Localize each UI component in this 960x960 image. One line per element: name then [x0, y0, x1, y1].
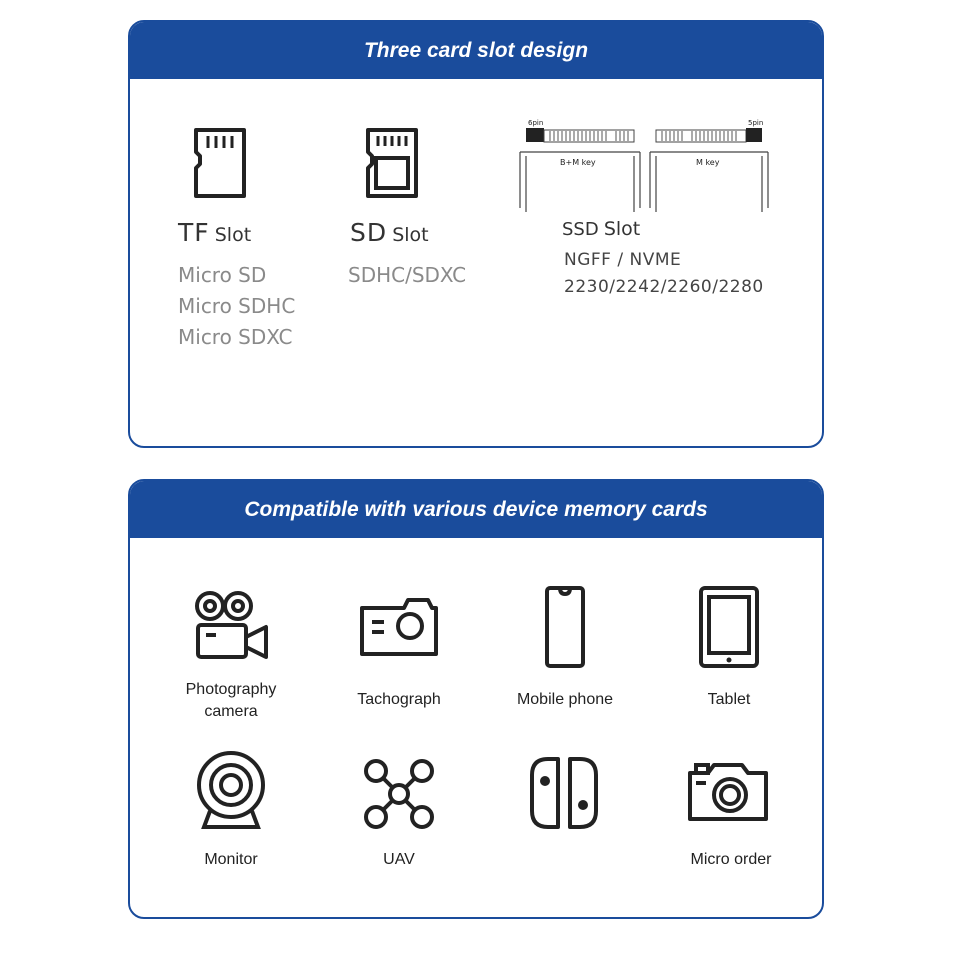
device-label-tablet: [654, 689, 804, 711]
device-label-line: Micro order: [690, 851, 772, 868]
sd-card-types: [348, 260, 466, 291]
tf-card-types: [178, 260, 295, 353]
device-label-line: Tablet: [707, 691, 751, 708]
webcam-icon: [194, 751, 268, 831]
sd-card-icon: [362, 126, 422, 200]
device-label-line: UAV: [383, 851, 415, 868]
device-label-photography-camera: [156, 679, 306, 723]
compatible-devices-panel: [128, 479, 824, 919]
tablet-icon: [698, 585, 760, 669]
tf-type-micro-sdhc: Micro SDHC: [178, 294, 296, 318]
bm-key-label: B+M key: [560, 158, 596, 167]
tf-type-micro-sdxc: Micro SDXC: [178, 325, 293, 349]
slot-design-panel: [128, 20, 824, 448]
sd-type-sdhc-sdxc: SDHC/SDXC: [348, 263, 467, 287]
sd-slot-suffix: Slot: [392, 224, 429, 246]
mobile-phone-icon: [544, 585, 586, 669]
ssd-connector-diagram: [516, 116, 772, 216]
device-label-line: Tachograph: [357, 691, 441, 708]
device-label-monitor: [156, 849, 306, 871]
tf-type-micro-sd: Micro SD: [178, 263, 267, 287]
tf-slot-title: [178, 218, 251, 247]
m-key-label: M key: [696, 158, 720, 167]
device-label-mobile-phone: [490, 689, 640, 711]
device-label-line: camera: [204, 703, 258, 720]
device-label-tachograph: [324, 689, 474, 711]
game-console-icon: [528, 755, 600, 831]
tf-slot-name: TF: [178, 218, 210, 247]
five-pin-label: 5pin: [748, 119, 764, 127]
drone-icon: [362, 757, 436, 831]
device-label-line: Photography: [185, 681, 277, 698]
device-label-line: Mobile phone: [516, 691, 614, 708]
ssd-type-sizes: 2230/2242/2260/2280: [564, 277, 764, 297]
tf-slot-suffix: Slot: [214, 224, 252, 246]
tachograph-icon: [358, 596, 440, 658]
camera-icon: [686, 759, 770, 823]
device-label-uav: [324, 849, 474, 871]
device-label-micro-order: [656, 849, 806, 871]
ssd-type-ngff-nvme: NGFF / NVME: [564, 250, 682, 270]
six-pin-label: 6pin: [528, 119, 544, 127]
compatible-devices-header: Compatible with various device memory cards: [130, 481, 822, 538]
slot-design-header: Three card slot design: [130, 22, 822, 79]
device-label-line: Monitor: [204, 851, 258, 868]
ssd-slot-title: [562, 218, 640, 240]
sd-slot-title: [350, 218, 429, 247]
sd-slot-name: SD: [350, 218, 388, 247]
ssd-card-types: [564, 247, 764, 301]
ssd-slot-suffix: Slot: [603, 218, 641, 240]
micro-sd-card-icon: [190, 126, 250, 200]
ssd-slot-name: SSD: [562, 219, 599, 240]
video-camera-icon: [192, 589, 272, 661]
